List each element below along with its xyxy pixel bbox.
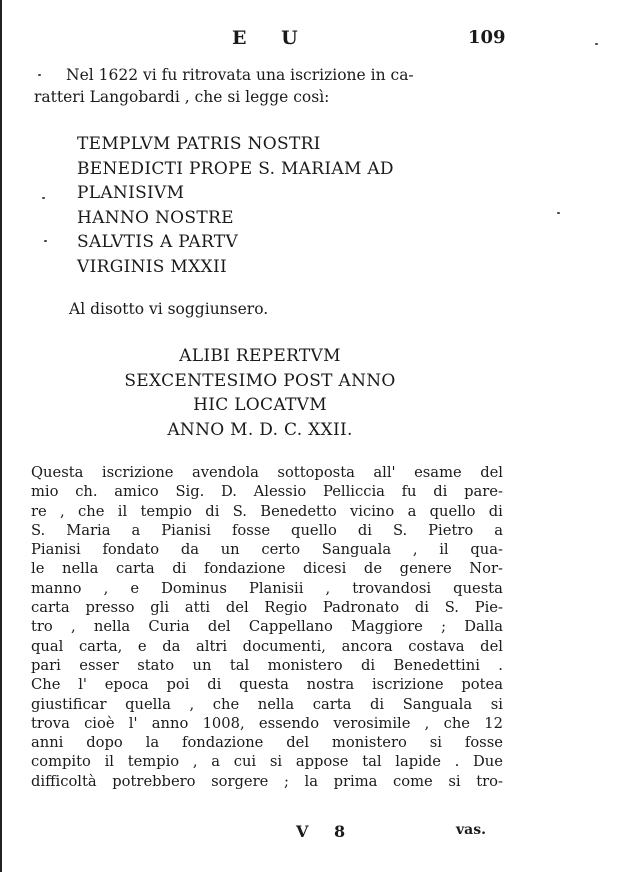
inscription-first [77, 132, 394, 280]
ink-speck [38, 74, 41, 76]
catchword: vas. [456, 822, 486, 838]
body-line: manno , e Dominus Planisii , trovandosi questa [31, 579, 503, 597]
inscription-line: SEXCENTESIMO POST ANNO [124, 370, 396, 391]
running-title: E U [232, 27, 312, 49]
ink-speck [595, 43, 598, 45]
intro-line: ratteri Langobardi , che si legge così: [34, 88, 330, 106]
ink-speck [557, 212, 560, 214]
inscription-line: TEMPLVM PATRIS NOSTRI [77, 134, 321, 154]
inscription-line: HIC LOCATVM [193, 395, 327, 415]
body-line: Questa iscrizione avendola sottoposta all' esame del [31, 464, 503, 481]
intro-paragraph [34, 64, 510, 108]
below-caption: Al disotto vi soggiunsero. [69, 300, 269, 318]
body-line: difficoltà potrebbero sorgere ; la prima come si tro- [31, 772, 503, 790]
inscription-line: BENEDICTI PROPE S. MARIAM AD [77, 158, 394, 179]
body-line: Che l' epoca poi di questa nostra iscrizione potea [31, 676, 503, 694]
inscription-line: ANNO M. D. C. XXII. [167, 419, 353, 440]
body-line: trova cioè l' anno 1008, essendo verosimile , che 12 [31, 714, 503, 732]
body-line: pari esser stato un tal monistero di Benedettini . [31, 656, 503, 674]
ink-speck [44, 240, 47, 242]
body-line: qual carta, e da altri documenti, ancora costava del [31, 637, 503, 655]
ink-speck [42, 197, 45, 199]
body-line: re , che il tempio di S. Benedetto vicino a quello di [31, 502, 503, 520]
signature-mark: V 8 [296, 822, 356, 841]
body-line: anni dopo la fondazione del monistero si fosse [31, 734, 503, 752]
body-line: le nella carta di fondazione dicesi de genere Nor- [31, 560, 503, 578]
body-line: giustificar quella , che nella carta di Sanguala si [31, 695, 503, 713]
body-line: compito il tempio , a cui si appose tal lapide . Due [31, 753, 503, 771]
inscription-line: PLANISIVM [77, 183, 185, 204]
body-line: mio ch. amico Sig. D. Alessio Pelliccia fu di pare- [31, 483, 503, 501]
body-paragraph [31, 463, 503, 791]
body-line: Pianisi fondato da un certo Sanguala , il qua- [31, 541, 503, 559]
inscription-second [80, 344, 440, 442]
page-footer [0, 822, 620, 846]
inscription-line: HANNO NOSTRE [77, 207, 234, 228]
body-line: carta presso gli atti del Regio Padronato di S. Pie- [31, 599, 503, 617]
body-line: tro , nella Curia del Cappellano Maggiore ; Dalla [31, 618, 503, 636]
inscription-line: SALVTIS A PARTV [77, 232, 239, 253]
page-edge [0, 0, 2, 872]
inscription-line: ALIBI REPERTVM [179, 346, 341, 366]
inscription-line: VIRGINIS MXXII [77, 256, 227, 277]
intro-line: Nel 1622 vi fu ritrovata una iscrizione in ca- [66, 66, 414, 84]
page-number: 109 [468, 27, 506, 48]
page-header [0, 27, 620, 53]
body-line: S. Maria a Pianisi fosse quello di S. Pietro a [31, 521, 503, 539]
